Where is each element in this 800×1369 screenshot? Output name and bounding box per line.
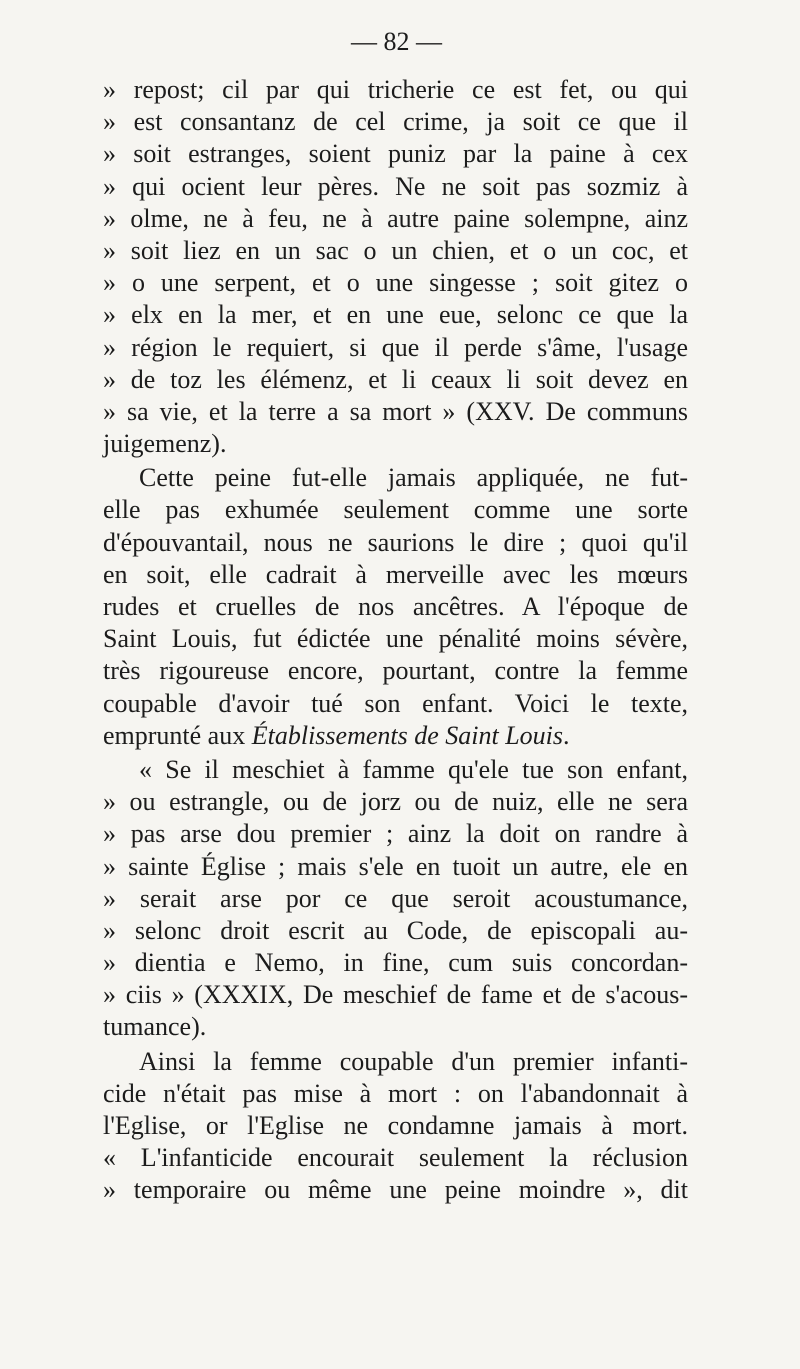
quote-paragraph-1: [103, 74, 688, 460]
text-line: » olme, ne à feu, ne à autre paine solempne, ainz: [103, 203, 688, 233]
text-line: » pas arse dou premier ; ainz la doit on randre à: [103, 819, 688, 849]
text-fragment: .: [563, 720, 570, 750]
quote-paragraph-2: [103, 754, 688, 1044]
text-line: rudes et cruelles de nos ancêtres. A l'époque de: [103, 592, 688, 621]
text-line: Ainsi la femme coupable d'un premier infanti-: [139, 1046, 688, 1076]
text-line: » ciis » (XXXIX, De meschief de fame et de s'acous-: [103, 980, 688, 1010]
text-line: Cette peine fut-elle jamais appliquée, ne fut-: [139, 463, 688, 493]
text-line: » elx en la mer, et en une eue, selonc ce que la: [103, 300, 688, 330]
text-line: » soit liez en un sac o un chien, et o un coc, et: [103, 235, 688, 265]
body-paragraph-1: [103, 462, 688, 752]
text-line: » sa vie, et la terre a sa mort » (XXV. De communs: [103, 396, 688, 426]
text-line: coupable d'avoir tué son enfant. Voici le texte,: [103, 688, 688, 718]
text-line: » temporaire ou même une peine moindre », dit: [103, 1175, 688, 1205]
text-line: » est consantanz de cel crime, ja soit ce que il: [103, 107, 688, 137]
text-line: « Se il meschiet à famme qu'ele tue son enfant,: [139, 754, 688, 784]
text-line: » selonc droit escrit au Code, de episcopali au-: [103, 915, 688, 945]
text-line: » dientia e Nemo, in fine, cum suis concordan-: [103, 948, 688, 978]
text-line: tumance).: [103, 1012, 207, 1042]
text-line: » sainte Église ; mais s'ele en tuoit un autre, ele en: [103, 851, 688, 881]
text-line: juigemenz).: [103, 429, 227, 459]
text-line: très rigoureuse encore, pourtant, contre la femme: [103, 656, 688, 686]
text-line: » soit estranges, soient puniz par la paine à cex: [103, 139, 688, 169]
body-paragraph-2: [103, 1046, 688, 1207]
text-line: d'épouvantail, nous ne saurions le dire ; quoi qu'il: [103, 527, 688, 557]
text-line: » de toz les élémenz, et li ceaux li soit devez en: [103, 364, 688, 394]
text-line: » qui ocient leur pères. Ne ne soit pas sozmiz à: [103, 171, 688, 201]
text-line: » o une serpent, et o une singesse ; soit gitez o: [103, 268, 688, 298]
text-line: » serait arse por ce que seroit acoustumance,: [103, 883, 688, 913]
text-line: » repost; cil par qui tricherie ce est fet, ou qui: [103, 75, 688, 104]
text-line: « L'infanticide encourait seulement la réclusion: [103, 1143, 688, 1173]
text-line: » région le requiert, si que il perde s'âme, l'usage: [103, 332, 688, 362]
text-fragment: emprunté aux: [103, 720, 252, 750]
text-line: [103, 720, 688, 752]
text-line: l'Eglise, or l'Eglise ne condamne jamais à mort.: [103, 1111, 688, 1140]
text-line: Saint Louis, fut édictée une pénalité moins sévère,: [103, 624, 688, 654]
italic-title: Établissements de Saint Louis: [251, 720, 564, 750]
text-line: cide n'était pas mise à mort : on l'abandonnait à: [103, 1078, 688, 1108]
text-line: » ou estrangle, ou de jorz ou de nuiz, elle ne sera: [103, 787, 688, 817]
page-number: — 82 —: [351, 27, 442, 56]
text-line: en soit, elle cadrait à merveille avec les mœurs: [103, 559, 688, 589]
text-line: elle pas exhumée seulement comme une sorte: [103, 495, 688, 525]
